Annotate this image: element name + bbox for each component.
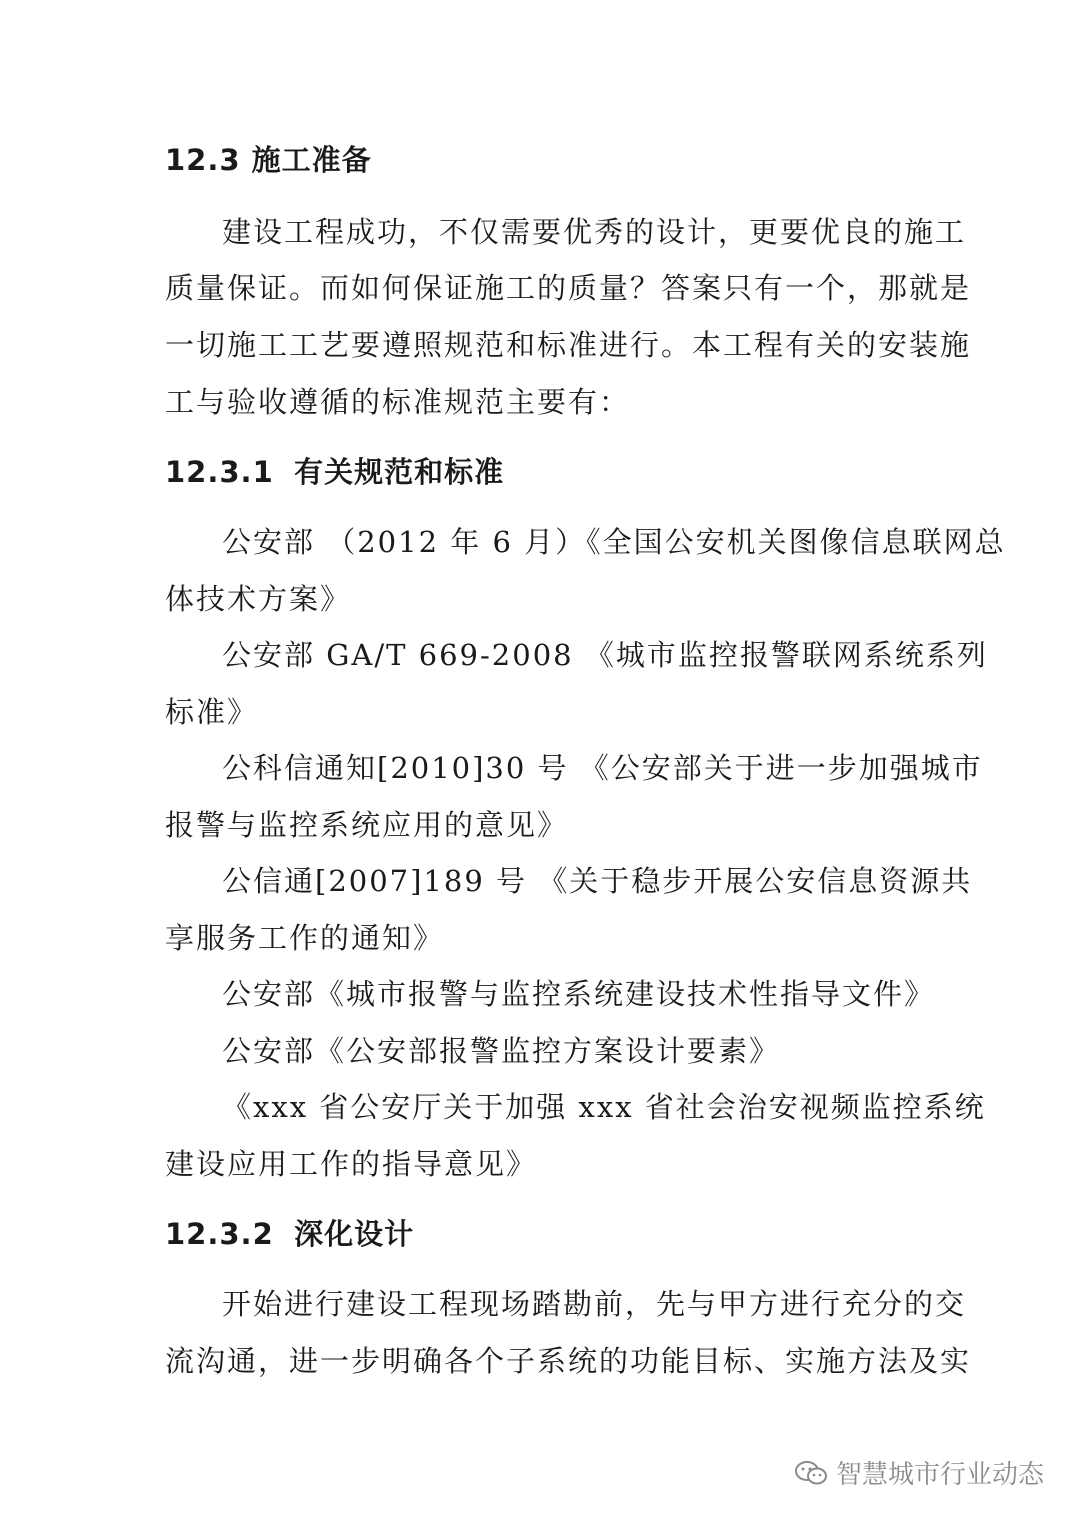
standard-line: 体技术方案》 xyxy=(165,582,352,616)
subsection-heading xyxy=(165,452,925,492)
standard-line: 享服务工作的通知》 xyxy=(165,921,445,955)
watermark xyxy=(794,1454,1044,1491)
wechat-icon xyxy=(794,1460,828,1486)
standard-line: 《xxx 省公安厅关于加强 xxx 省社会治安视频监控系统 xyxy=(222,1090,986,1124)
standard-line: 公安部 GA/T 669-2008 《城市监控报警联网系统系列 xyxy=(222,638,988,672)
paragraph-line: 一切施工工艺要遵照规范和标准进行。本工程有关的安装施 xyxy=(165,328,972,362)
paragraph-line: 质量保证。而如何保证施工的质量？答案只有一个，那就是 xyxy=(165,271,972,305)
paragraph-line: 开始进行建设工程现场踏勘前，先与甲方进行充分的交 xyxy=(222,1287,967,1321)
subsection-title: 有关规范和标准 xyxy=(294,455,505,489)
standard-line: 标准》 xyxy=(165,695,259,729)
section-title: 施工准备 xyxy=(251,143,372,177)
standard-line: 公科信通知[2010]30 号 《公安部关于进一步加强城市 xyxy=(222,751,983,785)
paragraph-line: 工与验收遵循的标准规范主要有： xyxy=(165,385,631,419)
subsection-title: 深化设计 xyxy=(294,1217,415,1251)
subsection-heading xyxy=(165,1214,925,1254)
section-heading xyxy=(165,140,925,180)
standard-line: 公安部《城市报警与监控系统建设技术性指导文件》 xyxy=(222,977,936,1011)
standard-line: 公信通[2007]189 号 《关于稳步开展公安信息资源共 xyxy=(222,864,973,898)
paragraph-line: 建设工程成功，不仅需要优秀的设计，更要优良的施工 xyxy=(222,215,967,249)
subsection-number: 12.3.1 xyxy=(165,455,274,489)
standard-line: 报警与监控系统应用的意见》 xyxy=(165,808,569,842)
standard-line: 公安部《公安部报警监控方案设计要素》 xyxy=(222,1034,781,1068)
standard-line: 公安部 （2012 年 6 月）《全国公安机关图像信息联网总 xyxy=(222,525,1006,559)
watermark-text: 智慧城市行业动态 xyxy=(835,1460,1044,1490)
subsection-number: 12.3.2 xyxy=(165,1217,274,1251)
standard-line: 建设应用工作的指导意见》 xyxy=(165,1147,538,1181)
paragraph-line: 流沟通，进一步明确各个子系统的功能目标、实施方法及实 xyxy=(165,1344,972,1378)
section-number: 12.3 xyxy=(165,143,241,177)
